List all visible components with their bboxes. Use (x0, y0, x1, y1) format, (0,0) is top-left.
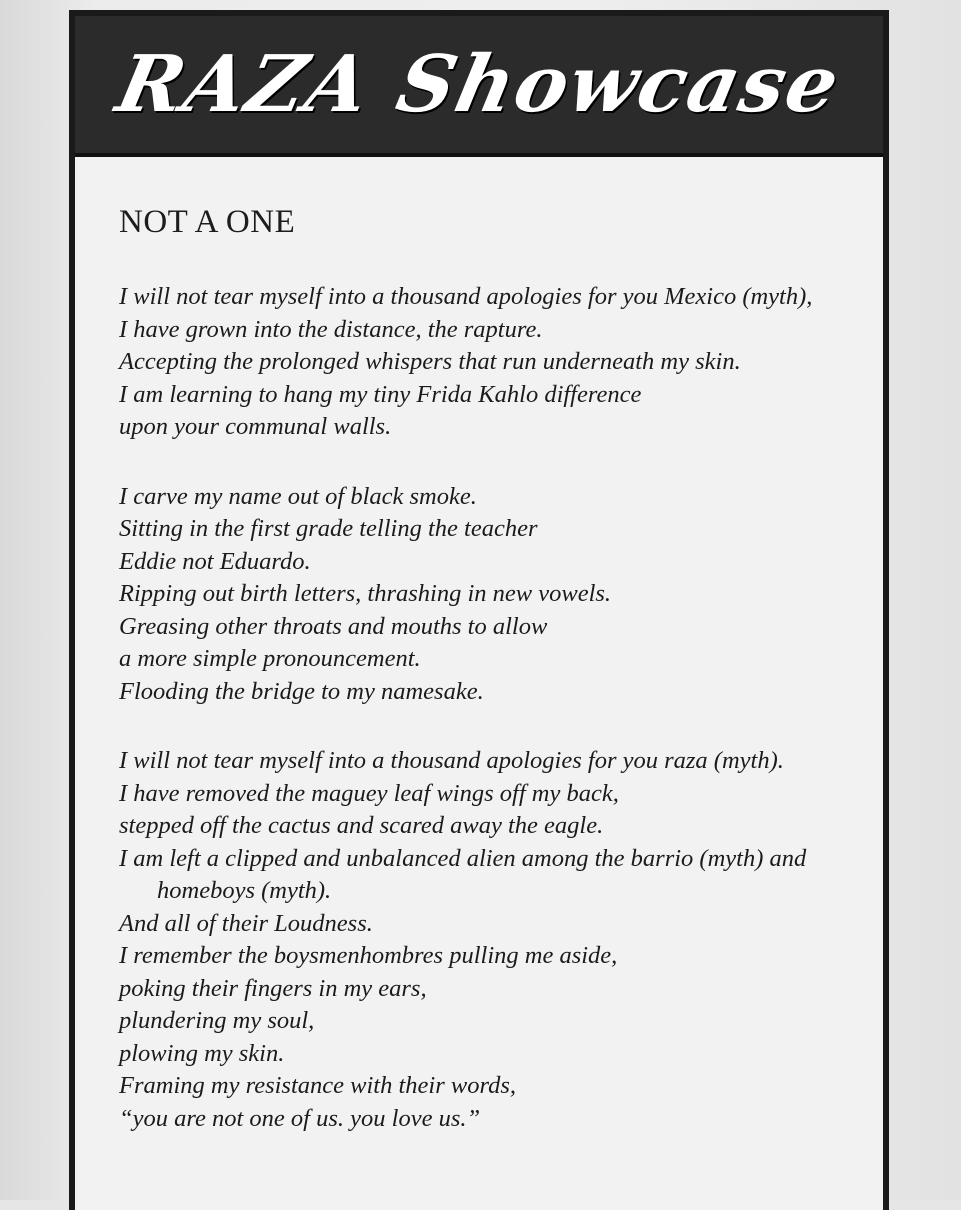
poem-line: stepped off the cactus and scared away the eagle. (119, 812, 604, 839)
poem-line: I have grown into the distance, the rapture. (119, 315, 543, 343)
poem-line: homeboys (myth). (157, 877, 332, 904)
poem-title: NOT A ONE (119, 204, 296, 240)
poem-line: Eddie not Eduardo. (119, 547, 311, 575)
poem-line: I carve my name out of black smoke. (119, 482, 477, 510)
poem-line: And all of their Loudness. (119, 909, 373, 937)
poem-line: I remember the boysmenhombres pulling me aside, (119, 942, 618, 969)
banner (75, 16, 883, 157)
poem-line: Flooding the bridge to my namesake. (119, 677, 484, 705)
poem-line: Accepting the prolonged whispers that run underneath my skin. (119, 348, 741, 375)
poem-line: plundering my soul, (119, 1007, 315, 1034)
poem-line: upon your communal walls. (119, 413, 392, 440)
showcase-frame (69, 10, 889, 1210)
poem-line: I am learning to hang my tiny Frida Kahlo difference (119, 380, 642, 408)
poem-line: Framing my resistance with their words, (119, 1072, 516, 1099)
poem-line: I will not tear myself into a thousand apologies for you Mexico (myth), (119, 283, 813, 310)
poem-line: I am left a clipped and unbalanced alien among the barrio (myth) and (119, 844, 807, 872)
poem-content (119, 204, 863, 1172)
poem-line: Greasing other throats and mouths to allow (119, 612, 548, 640)
poem-stanza (119, 281, 863, 444)
poem-line: I will not tear myself into a thousand apologies for you raza (myth). (119, 747, 784, 774)
poem-line: poking their fingers in my ears, (119, 974, 427, 1002)
poem-line: “you are not one of us. you love us.” (119, 1104, 481, 1132)
banner-title: RAZA Showcase (109, 39, 849, 130)
poem-line: plowing my skin. (119, 1039, 285, 1067)
poem-line: Sitting in the first grade telling the teacher (119, 515, 538, 542)
poem-line: Ripping out birth letters, thrashing in new vowels. (119, 580, 612, 607)
poem-stanza (119, 745, 863, 1135)
poem-line: a more simple pronouncement. (119, 645, 421, 672)
poem-stanza (119, 481, 863, 709)
poem-body (119, 281, 863, 1135)
poem-line: I have removed the maguey leaf wings off my back, (119, 779, 619, 807)
